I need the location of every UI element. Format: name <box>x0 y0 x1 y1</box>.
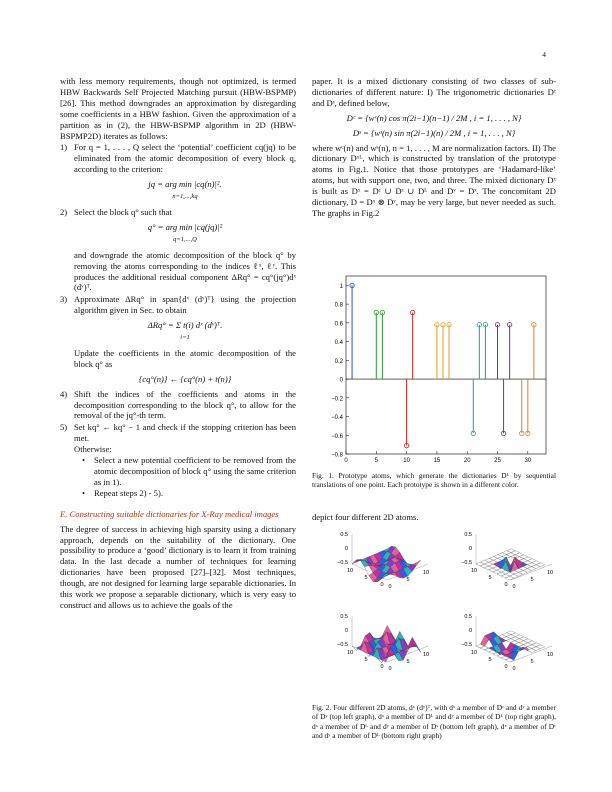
y-tick-label: −0.2 <box>331 396 343 403</box>
z-tick-label: 0.5 <box>464 614 472 620</box>
x-tick-label: 5 <box>488 657 492 663</box>
y-tick-label: 10 <box>422 570 430 576</box>
step-4-text: Shift the indices of the coefficients and atoms in the decomposition corresponding to the block q°, to allow for the removal of the jq°-th term. <box>74 388 296 421</box>
surface-grid-chart <box>312 520 556 698</box>
z-tick-label: 0 <box>344 628 348 634</box>
step-2-text: Select the block q° such that <box>74 206 172 217</box>
page-number: 4 <box>542 50 546 59</box>
x-tick-label: 10 <box>403 458 410 464</box>
x-tick-label: 5 <box>364 575 368 581</box>
y-tick-label: 0 <box>388 584 392 590</box>
x-tick-label: 30 <box>524 458 532 464</box>
x-tick-label: 0 <box>344 458 348 464</box>
bullet-1-text: Select a new potential coefficient to be removed from the atomic decomposition of block q° using the same criterion as in 1). <box>94 455 296 487</box>
x-tick-label: 0 <box>504 664 508 670</box>
surface-cell <box>412 560 421 565</box>
x-tick-label: 10 <box>470 650 478 656</box>
step-5-number: 5) <box>60 422 68 433</box>
step-4-number: 4) <box>60 388 68 399</box>
bullet-2 <box>60 488 296 499</box>
z-tick-label: 0 <box>468 628 472 634</box>
figure-2-caption: Fig. 2. Four different 2D atoms, dˣ (dʸ)ᵀ, with dˣ a member of Dᶜ and dʸ a member of Dʸ (top left graph), dˣ a member of Dᴸ and dʸ a member of Dᴸ (top right graph), dˣ a member of Dᴸ and dʸ a member of Dˢ (bottom left graph), dˣ a member of Dᶜ and dʸ a member of Dᴸ (bottom right graph) <box>312 703 556 740</box>
figure-1-caption: Fig. 1. Prototype atoms, which generate the dictionaries Dᴸ by sequential translations of one point. Each prototype is shown in a different color. <box>312 471 556 490</box>
equation-3: ΔRq° = Σ t(i) dˣ (dʸ)ᵀ. i=1 <box>147 320 223 342</box>
z-tick-label: −0.5 <box>461 642 472 648</box>
step-1-text: For q = 1, . . . , Q select the ‘potential’ coefficient cq(jq) to be eliminated from the atomic decomposition of every block q, according to the criterion: <box>74 142 296 175</box>
z-tick-label: 0 <box>344 546 348 552</box>
intro-paragraph: with less memory requirements, though not optimized, is termed HBW Backwards Self Projected Matching pursuit (HBW-BSPMP) [26]. This method downgrades an approximation by disregarding some coefficients in a HBW fashion. Given the approximation of a partition as in (2), the HBW-BSPMP algorithm in 2D (HBW-BSPMP2D) iterates as follows: <box>60 76 296 141</box>
figure-1 <box>312 268 556 490</box>
surface-panel <box>461 532 553 590</box>
y-tick-label: 5 <box>530 577 534 583</box>
y-tick-label: 10 <box>546 570 554 576</box>
z-tick-label: −0.5 <box>461 560 472 566</box>
x-tick-label: 20 <box>463 458 471 464</box>
surface-panel <box>337 532 429 590</box>
x-tick-label: 25 <box>494 458 501 464</box>
y-tick-label: 0.8 <box>334 302 343 309</box>
y-tick-label: −0.8 <box>331 452 343 459</box>
y-tick-label: 5 <box>406 659 410 665</box>
step-5 <box>60 422 296 455</box>
y-tick-label: 0 <box>512 666 516 672</box>
x-tick-label: 5 <box>364 657 368 663</box>
z-tick-label: −0.5 <box>337 642 348 648</box>
bullet-glyph: • <box>82 455 86 466</box>
equation-dc: Dᶜ = {wᶜ(n) cos π(2i−1)(n−1) / 2M , i = 1, . . . , N} <box>346 112 522 123</box>
y-tick-label: −0.4 <box>331 415 343 422</box>
z-tick-label: 0.5 <box>340 614 348 620</box>
y-tick-label: 10 <box>422 652 430 658</box>
step-2 <box>60 207 296 293</box>
x-tick-label: 0 <box>380 664 384 670</box>
x-tick-label: 10 <box>470 568 478 574</box>
bullet-2-text: Repeat steps 2) - 5). <box>94 487 163 498</box>
y-tick-label: 0 <box>512 584 516 590</box>
x-tick-label: 15 <box>433 458 441 464</box>
section-body: The degree of success in achieving high sparsity using a dictionary approach, depends on the suitability of the dictionary. One possibility to produce a ‘good’ dictionary is to learn it from training data. In the last decade a number of techniques for learning dictionaries have been proposed [27]–[32]. Most techniques, though, are not designed for learning large separable dictionaries. In this work we propose a separable dictionary, which is very easy to construct and allows us to achieve the goals of the <box>60 523 296 610</box>
step-2b-text: and downgrade the atomic decomposition of the block q° by removing the atoms corresponding to the indices ℓˣ, ℓʸ. This produces the additional residual component ΔRq° = cq°(jq°)dˣ (dʸ)ᵀ. <box>74 249 296 293</box>
figure-2 <box>312 520 556 740</box>
x-tick-label: 10 <box>346 650 354 656</box>
y-tick-label: 5 <box>530 659 534 665</box>
y-tick-label: 0.6 <box>334 321 343 328</box>
z-tick-label: 0.5 <box>340 532 348 538</box>
right-paragraph-3: depict four different 2D atoms. <box>312 512 419 522</box>
otherwise-label: Otherwise: <box>74 444 112 455</box>
right-paragraph-2: where wᶜ(n) and wˢ(n), n = 1, . . . , M are normalization factors. II) The dictionary Dˣᴸ, which is constructed by translation of the prototype atoms in Fig.1. Notice that those prototypes are ‘Hadamard-like’ atoms, but with support one, two, and three. The mixed dictionary Dˣ is built as Dˣ = Dᶜ ∪ Dˢ ∪ Dᴸ and Dʸ = Dˣ. The concomitant 2D dictionary, D = Dˣ ⊗ Dʸ, may be very large, but never needed as such. The graphs in Fig.2 <box>312 142 556 218</box>
step-5-text: Set kq° ← kq° − 1 and check if the stopping criterion has been met. <box>74 422 296 444</box>
bullet-glyph: • <box>82 487 86 498</box>
surface-panel <box>461 614 553 672</box>
stem-chart <box>312 268 556 464</box>
y-tick-label: 0 <box>339 377 343 384</box>
y-tick-label: 10 <box>546 652 554 658</box>
z-tick-label: 0.5 <box>464 532 472 538</box>
step-1-number: 1) <box>60 142 68 153</box>
surface-panel <box>337 614 429 672</box>
y-tick-label: 1 <box>339 283 343 290</box>
z-tick-label: 0 <box>468 546 472 552</box>
step-1 <box>60 142 296 203</box>
y-tick-label: −0.6 <box>331 433 343 440</box>
y-tick-label: 0 <box>388 666 392 672</box>
step-3b-text: Update the coefficients in the atomic decomposition of the block q° as <box>74 347 296 369</box>
z-tick-label: −0.5 <box>337 560 348 566</box>
equation-ds: Dˢ = {wˢ(n) sin π(2i−1)(n) / 2M , i = 1, . . . , N} <box>352 127 516 138</box>
section-title: E. Constructing suitable dictionaries for X-Ray medical images <box>60 508 279 519</box>
step-4 <box>60 389 296 422</box>
step-2-number: 2) <box>60 206 68 217</box>
equation-4: {cq°(n)} ← {cq°(n) + t(n)} <box>138 373 232 384</box>
step-3-text: Approximate ΔRq° in span{dˣ (dʸ)ᵀ} using the projection algorithm given in Sec. to obtain <box>74 294 296 316</box>
x-tick-label: 5 <box>488 575 492 581</box>
y-tick-label: 5 <box>406 577 410 583</box>
equation-2: q° = arg min |cq(jq)|² q=1,...,Q <box>147 221 223 243</box>
step-3 <box>60 294 296 384</box>
right-column <box>312 76 556 219</box>
x-tick-label: 0 <box>380 582 384 588</box>
y-tick-label: 0.4 <box>334 340 343 347</box>
equation-1: jq = arg min |cq(n)|². n=1,...,kq <box>148 179 222 201</box>
x-tick-label: 5 <box>374 458 378 464</box>
y-tick-label: 0.2 <box>334 358 343 365</box>
step-3-number: 3) <box>60 294 68 305</box>
left-column <box>60 76 296 611</box>
x-tick-label: 0 <box>504 582 508 588</box>
right-paragraph-1: paper. It is a mixed dictionary consisting of two classes of sub-dictionaries of different nature: I) The trigonometric dictionaries Dᶜ and Dˢ, defined below, <box>312 76 556 108</box>
bullet-1 <box>60 455 296 488</box>
x-tick-label: 10 <box>346 568 354 574</box>
